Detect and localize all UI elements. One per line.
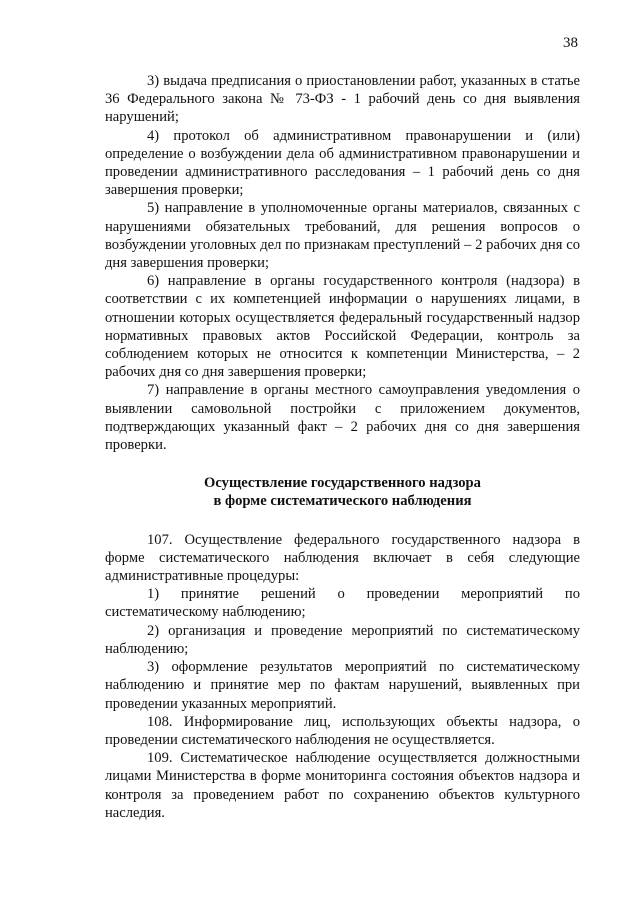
paragraph-107-item-3: 3) оформление результатов мероприятий по систематическому наблюдению и принятие мер по фактам нарушений, выявленных при проведении указанных мероприятий. <box>105 659 580 712</box>
paragraph-item-3: 3) выдача предписания о приостановлении работ, указанных в статье 36 Федерального закона № 73-ФЗ - 1 рабочий день со дня выявления нарушений; <box>105 73 580 126</box>
section-heading-line-1: Осуществление государственного надзора <box>204 475 481 492</box>
document-body <box>105 72 580 822</box>
paragraph-107: 107. Осуществление федерального государственного надзора в форме систематического наблюдения включает в себя следующие административные процедуры: <box>105 531 580 585</box>
paragraph-107-item-1: 1) принятие решений о проведении мероприятий по систематическому наблюдению; <box>105 586 580 621</box>
paragraph-item-7: 7) направление в органы местного самоуправления уведомления о выявлении самовольной постройки с приложением документов, подтверждающих указанный факт – 2 рабочих дня со дня завершения проверки. <box>105 382 580 454</box>
paragraph-item-4: 4) протокол об административном правонарушении и (или) определение о возбуждении дела об административном правонарушении и проведении административного расследования – 1 рабочий день со дня завершения проверки; <box>105 127 580 199</box>
section-heading <box>105 474 580 510</box>
page-number: 38 <box>563 35 578 51</box>
section-heading-line-2: в форме систематического наблюдения <box>213 493 472 510</box>
paragraph-item-6: 6) направление в органы государственного контроля (надзора) в соответствии с их компетенцией информации о нарушениях лицами, в отношении которых осуществляется федеральный государственный надзор нормативных правовых актов Российской Федерации, контроль за соблюдением которых не относится к компетенции Министерства, – 2 рабочих дня со дня завершения проверки; <box>105 273 580 381</box>
paragraph-109: 109. Систематическое наблюдение осуществляется должностными лицами Министерства в форме мониторинга состояния объектов надзора и контроля за проведением работ по сохранению объектов культурного наследия. <box>105 750 580 821</box>
paragraph-108: 108. Информирование лиц, использующих объекты надзора, о проведении систематического наблюдения не осуществляется. <box>105 713 580 748</box>
paragraph-107-item-2: 2) организация и проведение мероприятий по систематическому наблюдению; <box>105 622 580 657</box>
paragraph-item-5: 5) направление в уполномоченные органы материалов, связанных с нарушениями обязательных требований, для решения вопросов о возбуждении уголовных дел по признакам преступлений – 2 рабочих дня со дня завершения проверки; <box>105 200 580 272</box>
